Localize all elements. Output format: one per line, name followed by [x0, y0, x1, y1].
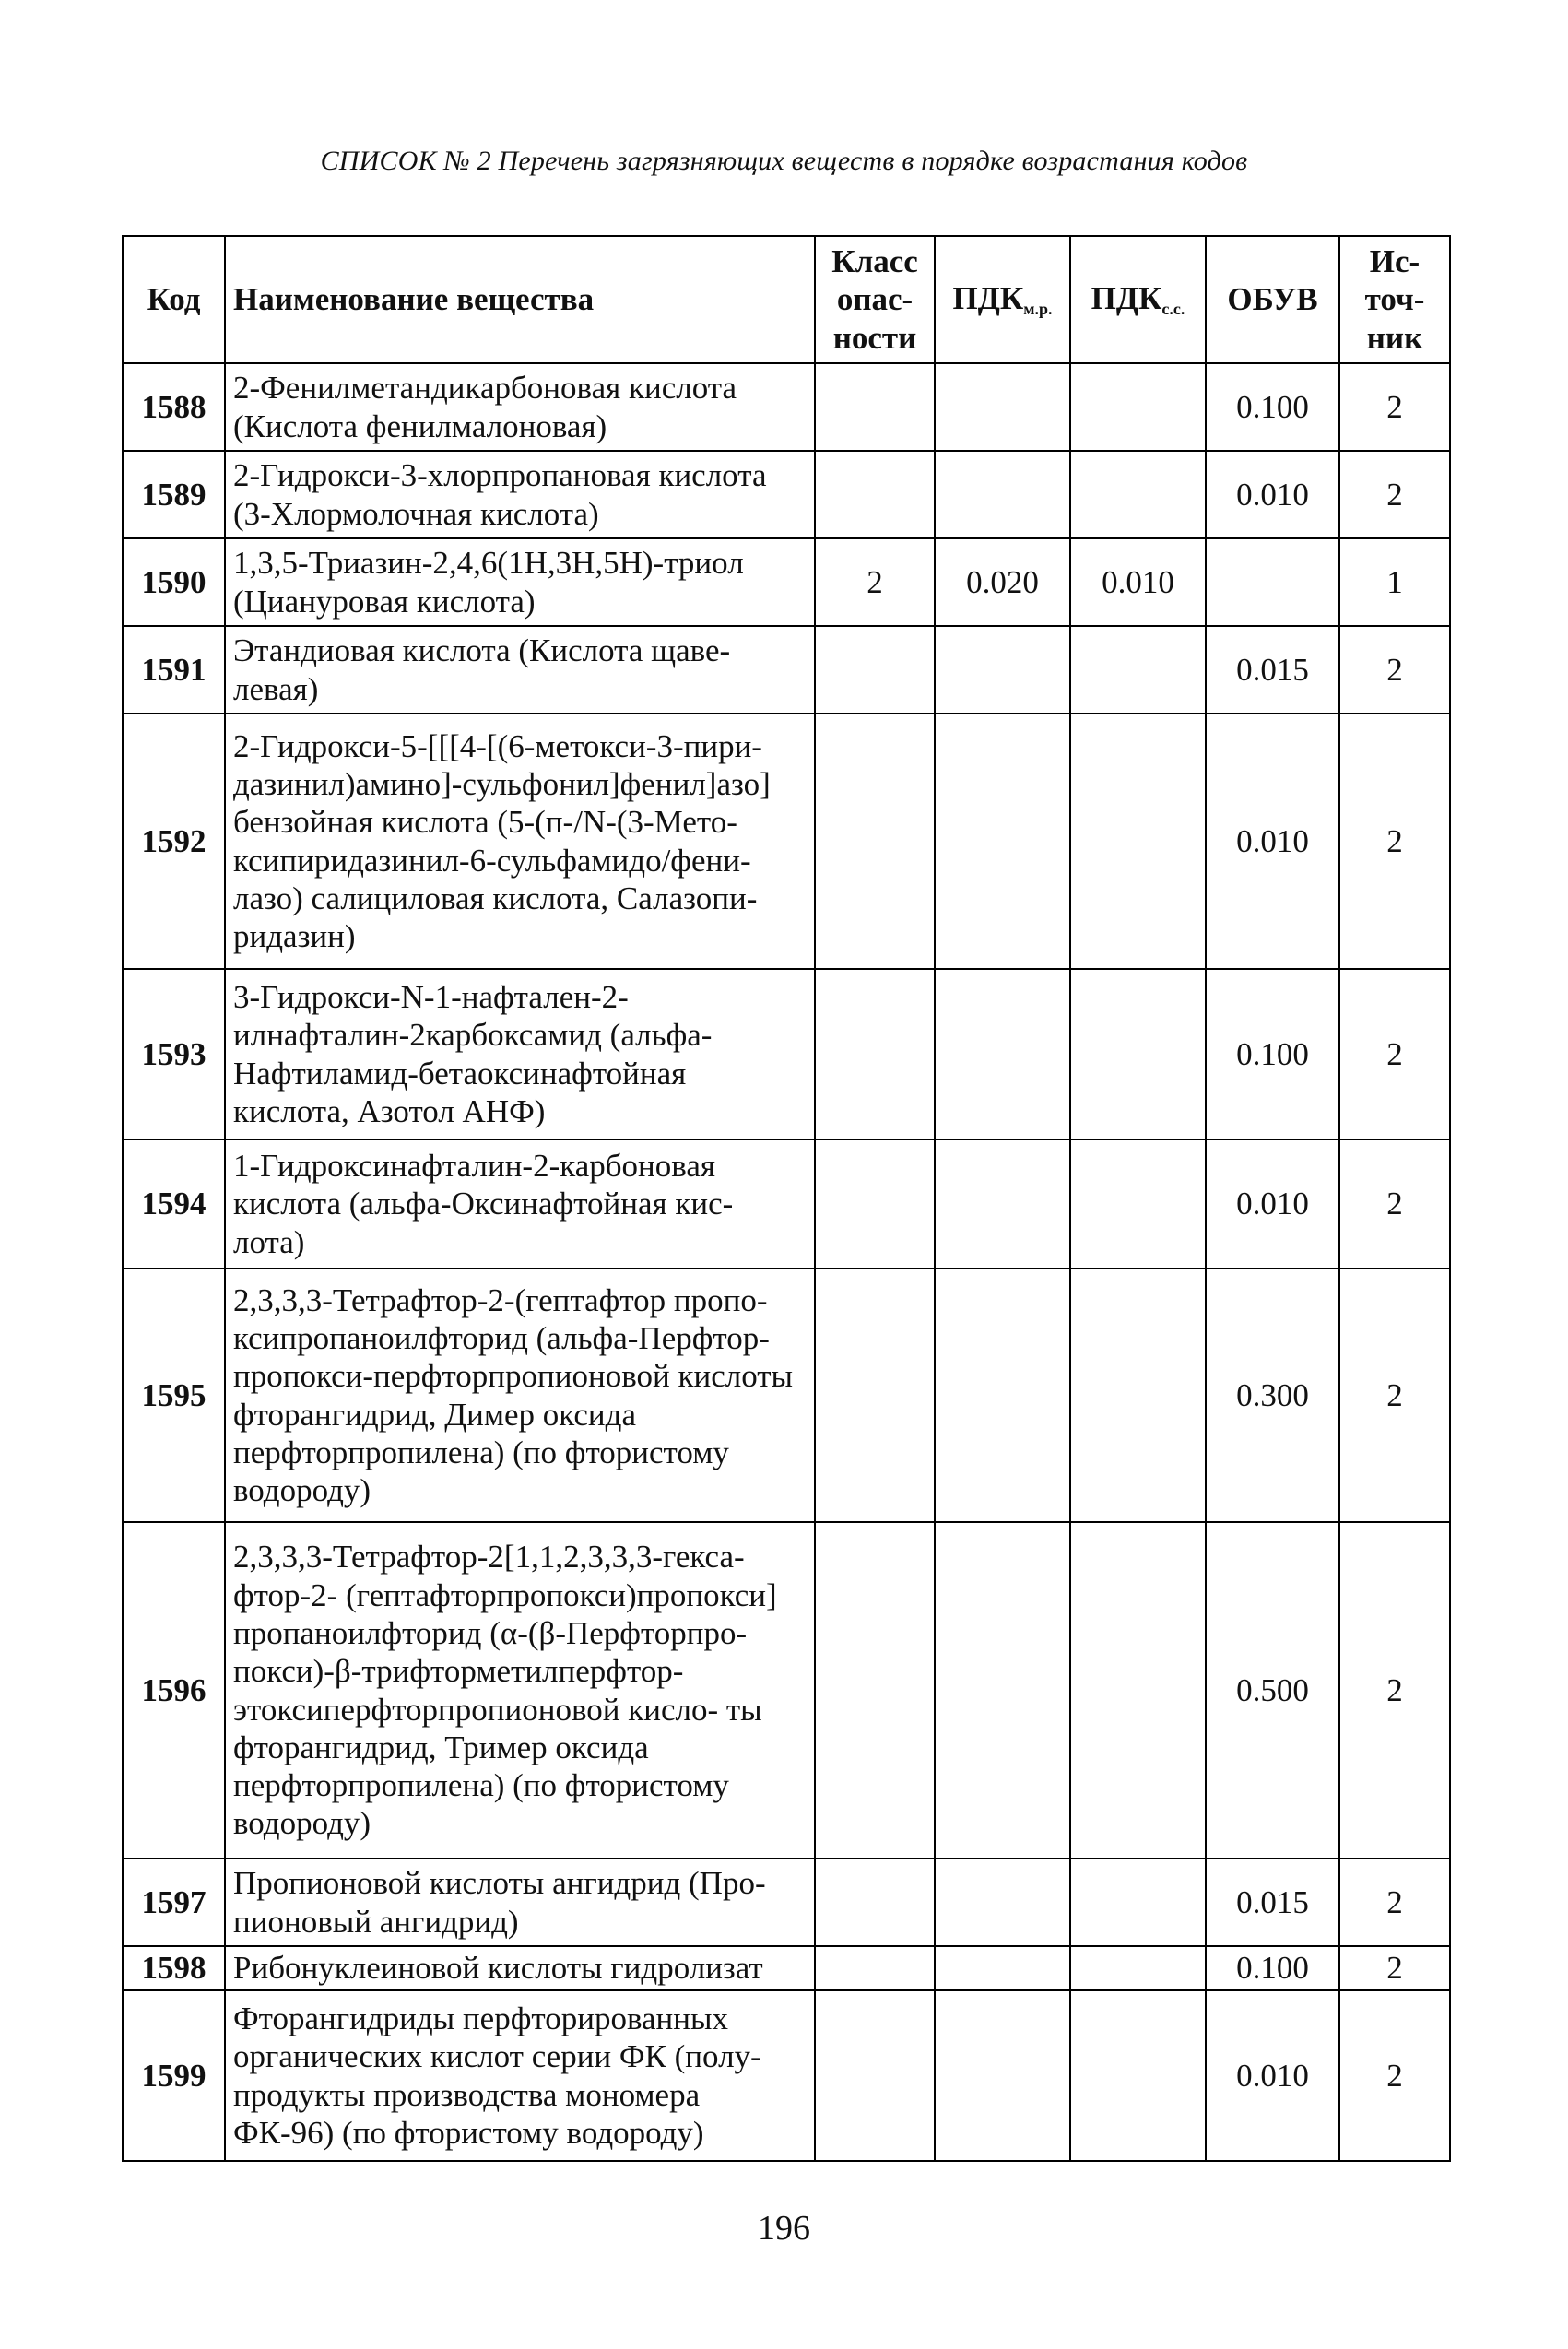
cell-source: 2	[1339, 1946, 1450, 1990]
cell-obuv: 0.100	[1206, 969, 1339, 1139]
cell-obuv: 0.010	[1206, 1990, 1339, 2161]
cell-obuv	[1206, 538, 1339, 626]
cell-name: 2-Гидрокси-3-хлорпропановая кислота (3-Хлормолочная кислота)	[225, 451, 815, 538]
table-row	[123, 451, 1450, 538]
cell-hazard-class	[815, 1946, 935, 1990]
header-pdk-mr-sub: м.р.	[1023, 300, 1053, 319]
cell-code: 1588	[123, 363, 225, 451]
table-row	[123, 1269, 1450, 1522]
header-pdk-ss-label: ПДК	[1091, 280, 1162, 317]
cell-name: 2-Фенилметандикарбоновая кислота (Кислота фенилмалоновая)	[225, 363, 815, 451]
cell-name: Фторангидриды перфторированных органических кислот серии ФК (полу- продукты производства мономера ФК-96) (по фтористому водороду)	[225, 1990, 815, 2161]
cell-name: 1-Гидроксинафталин-2-карбоновая кислота (альфа-Оксинафтойная кис- лота)	[225, 1139, 815, 1269]
cell-pdk-ss	[1070, 714, 1206, 969]
cell-pdk-mr	[935, 626, 1070, 714]
cell-name: Этандиовая кислота (Кислота щаве- левая)	[225, 626, 815, 714]
cell-name: 2-Гидрокси-5-[[[4-[(6-метокси-3-пири- дазинил)амино]-сульфонил]фенил]азо] бензойная кислота (5-(п-/N-(3-Мето- ксипиридазинил-6-сульфамидо/фени- лазо) салициловая кислота, Салазопи- ридазин)	[225, 714, 815, 969]
cell-name: Рибонуклеиновой кислоты гидролизат	[225, 1946, 815, 1990]
cell-hazard-class	[815, 1990, 935, 2161]
cell-name: 1,3,5-Триазин-2,4,6(1Н,3Н,5Н)-триол (Циануровая кислота)	[225, 538, 815, 626]
cell-obuv: 0.100	[1206, 363, 1339, 451]
cell-obuv: 0.015	[1206, 1859, 1339, 1946]
cell-obuv: 0.500	[1206, 1522, 1339, 1859]
cell-name: 3-Гидрокси-N-1-нафтален-2- илнафталин-2карбоксамид (альфа- Нафтиламид-бетаоксинафтойная кислота, Азотол АНФ)	[225, 969, 815, 1139]
table-row	[123, 538, 1450, 626]
header-pdk-mr	[935, 236, 1070, 363]
cell-pdk-ss	[1070, 626, 1206, 714]
cell-pdk-ss	[1070, 1990, 1206, 2161]
header-source: Ис- точ- ник	[1339, 236, 1450, 363]
cell-hazard-class	[815, 714, 935, 969]
cell-source: 2	[1339, 1139, 1450, 1269]
cell-code: 1594	[123, 1139, 225, 1269]
cell-obuv: 0.010	[1206, 714, 1339, 969]
cell-pdk-mr	[935, 363, 1070, 451]
cell-obuv: 0.300	[1206, 1269, 1339, 1522]
cell-source: 2	[1339, 1522, 1450, 1859]
header-pdk-ss	[1070, 236, 1206, 363]
cell-pdk-ss	[1070, 451, 1206, 538]
cell-code: 1590	[123, 538, 225, 626]
table-row	[123, 626, 1450, 714]
header-pdk-mr-label: ПДК	[952, 280, 1024, 317]
cell-pdk-mr: 0.020	[935, 538, 1070, 626]
table-row	[123, 1522, 1450, 1859]
cell-obuv: 0.010	[1206, 451, 1339, 538]
cell-hazard-class	[815, 626, 935, 714]
cell-hazard-class	[815, 969, 935, 1139]
cell-source: 2	[1339, 714, 1450, 969]
cell-pdk-ss	[1070, 1269, 1206, 1522]
cell-pdk-mr	[935, 1522, 1070, 1859]
cell-pdk-mr	[935, 1859, 1070, 1946]
cell-name: 2,3,3,3-Тетрафтор-2-(гептафтор пропо- ксипропаноилфторид (альфа-Перфтор- пропокси-перфторпропионовой кислоты фторангидрид, Димер оксида перфторпропилена) (по фтористому водороду)	[225, 1269, 815, 1522]
page-number: 196	[758, 2209, 810, 2248]
cell-code: 1598	[123, 1946, 225, 1990]
cell-source: 2	[1339, 969, 1450, 1139]
page-header: СПИСОК № 2 Перечень загрязняющих веществ в порядке возрастания кодов	[320, 146, 1248, 176]
cell-code: 1595	[123, 1269, 225, 1522]
cell-hazard-class	[815, 1269, 935, 1522]
cell-pdk-ss	[1070, 969, 1206, 1139]
cell-source: 2	[1339, 451, 1450, 538]
cell-hazard-class	[815, 363, 935, 451]
cell-obuv: 0.100	[1206, 1946, 1339, 1990]
header-code: Код	[123, 236, 225, 363]
cell-pdk-ss	[1070, 1946, 1206, 1990]
pollutants-table	[122, 235, 1451, 2162]
cell-source: 2	[1339, 1269, 1450, 1522]
table-row	[123, 714, 1450, 969]
cell-name: Пропионовой кислоты ангидрид (Про- пионовый ангидрид)	[225, 1859, 815, 1946]
table-row	[123, 1946, 1450, 1990]
cell-pdk-ss	[1070, 1139, 1206, 1269]
cell-hazard-class	[815, 1859, 935, 1946]
cell-code: 1599	[123, 1990, 225, 2161]
cell-source: 2	[1339, 363, 1450, 451]
header-hazard-class: Класс опас- ности	[815, 236, 935, 363]
cell-code: 1597	[123, 1859, 225, 1946]
table-row	[123, 1139, 1450, 1269]
cell-pdk-ss	[1070, 1859, 1206, 1946]
cell-hazard-class	[815, 1139, 935, 1269]
cell-code: 1591	[123, 626, 225, 714]
cell-obuv: 0.010	[1206, 1139, 1339, 1269]
cell-source: 2	[1339, 626, 1450, 714]
cell-code: 1596	[123, 1522, 225, 1859]
header-obuv: ОБУВ	[1206, 236, 1339, 363]
cell-code: 1592	[123, 714, 225, 969]
cell-pdk-ss	[1070, 363, 1206, 451]
cell-pdk-ss: 0.010	[1070, 538, 1206, 626]
table-row	[123, 969, 1450, 1139]
table-row	[123, 1859, 1450, 1946]
cell-pdk-mr	[935, 969, 1070, 1139]
cell-pdk-mr	[935, 714, 1070, 969]
cell-hazard-class	[815, 1522, 935, 1859]
cell-code: 1593	[123, 969, 225, 1139]
header-name: Наименование вещества	[225, 236, 815, 363]
cell-source: 2	[1339, 1990, 1450, 2161]
cell-hazard-class: 2	[815, 538, 935, 626]
cell-hazard-class	[815, 451, 935, 538]
cell-pdk-mr	[935, 1139, 1070, 1269]
cell-obuv: 0.015	[1206, 626, 1339, 714]
cell-source: 2	[1339, 1859, 1450, 1946]
cell-code: 1589	[123, 451, 225, 538]
table-row	[123, 363, 1450, 451]
cell-pdk-ss	[1070, 1522, 1206, 1859]
cell-name: 2,3,3,3-Тетрафтор-2[1,1,2,3,3,3-гекса- фтор-2- (гептафторпропокси)пропокси] пропаноилфторид (α-(β-Перфторпро- покси)-β-трифторметилперфтор- этоксиперфторпропионовой кисло- ты фторангидрид, Тример оксида перфторпропилена) (по фтористому водороду)	[225, 1522, 815, 1859]
header-pdk-ss-sub: с.с.	[1161, 300, 1185, 319]
cell-pdk-mr	[935, 1990, 1070, 2161]
cell-pdk-mr	[935, 451, 1070, 538]
table-header-row	[123, 236, 1450, 363]
cell-pdk-mr	[935, 1946, 1070, 1990]
cell-pdk-mr	[935, 1269, 1070, 1522]
table-row	[123, 1990, 1450, 2161]
cell-source: 1	[1339, 538, 1450, 626]
